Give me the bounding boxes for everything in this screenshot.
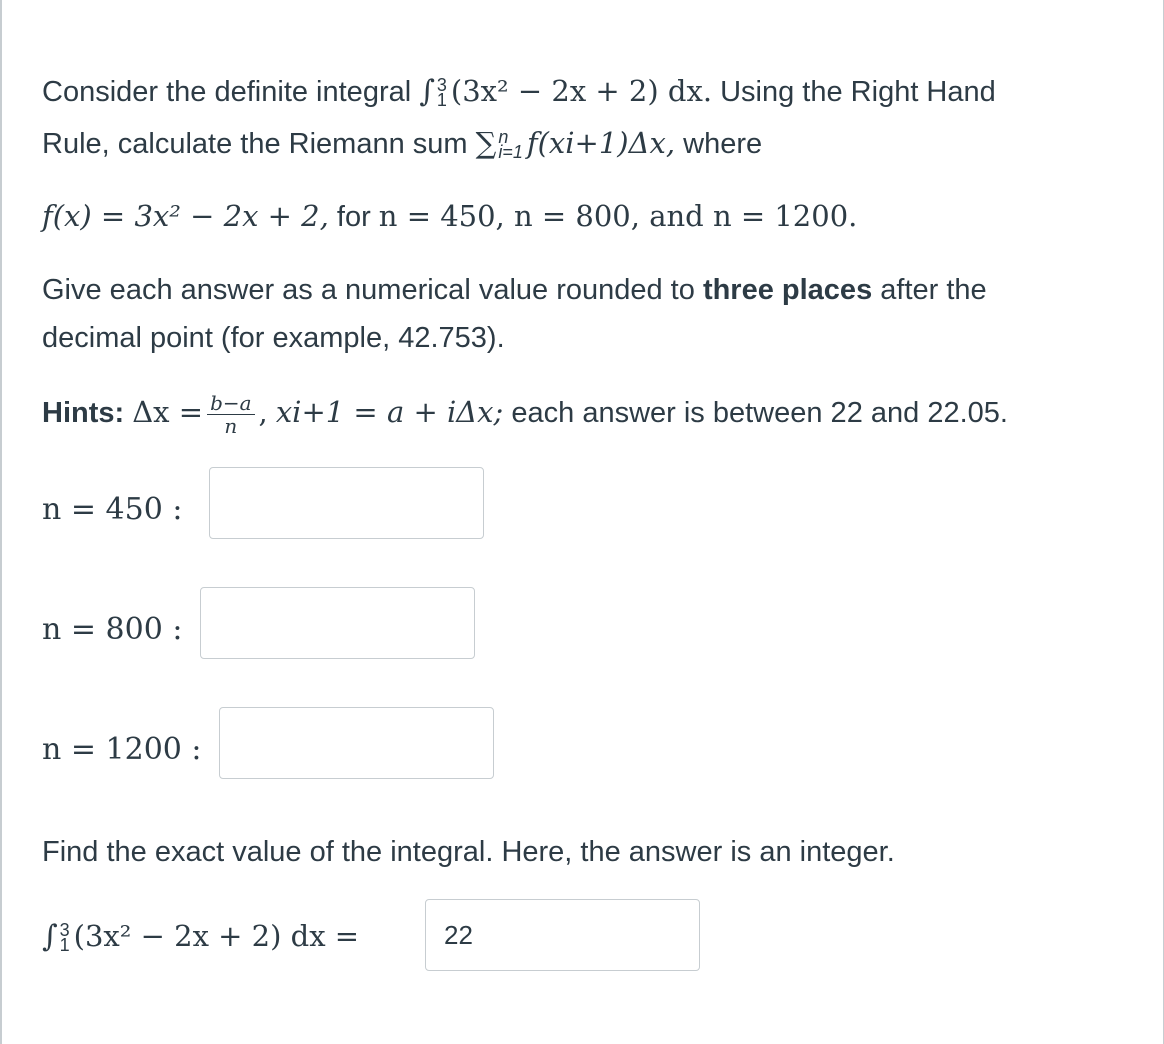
n-values: n = 450, n = 800, and n = 1200. (378, 199, 858, 233)
hint-formula: xi+1 = a + iΔx; (275, 395, 504, 430)
exact-value-input[interactable] (425, 899, 700, 971)
for-text: for (336, 201, 371, 233)
integral-symbol: ∫ (419, 74, 435, 109)
answer-label-800: n = 800 : (42, 612, 183, 647)
intro-line-2 (42, 124, 762, 163)
answer-input-450[interactable] (209, 467, 484, 539)
intro-text-4: where (683, 128, 763, 160)
integral-limits-exact: 3 1 (59, 920, 70, 956)
integral-symbol-exact: ∫ (42, 919, 58, 954)
emphasis-three-places: three places (702, 274, 873, 306)
instructions-line-1: Give each answer as a numerical value rounded to three places after the (42, 274, 987, 306)
exact-prompt: Find the exact value of the integral. Here, the answer is an integer. (42, 836, 895, 868)
answer-input-1200[interactable] (219, 707, 494, 779)
instructions-line-2: decimal point (for example, 42.753). (42, 322, 505, 354)
sum-symbol: ∑ (475, 126, 497, 160)
exact-integral-label (42, 917, 359, 956)
sum-expression: f(xi+1)Δx, (526, 126, 676, 160)
function-definition: f(x) = 3x² − 2x + 2, (42, 199, 329, 233)
hints-line: Hints: Δx = $\frac{b-a}{n}$ , xi+1 = a + iΔx; each answer is between 22 and 22.05. (42, 391, 1008, 438)
integral-limits: 3 1 (436, 75, 447, 111)
integrand: (3x² − 2x + 2) dx. (450, 74, 713, 108)
intro-text-2: Using the Right Hand (720, 76, 996, 108)
function-line (42, 197, 857, 236)
hints-label: Hints: (42, 397, 125, 430)
answer-input-800[interactable] (200, 587, 475, 659)
intro-text-3: Rule, calculate the Riemann sum (42, 128, 468, 160)
exact-expression: (3x² − 2x + 2) dx = (73, 919, 360, 953)
intro-line-1 (42, 72, 996, 111)
hint-fraction: $\frac{b-a}{n}$ (207, 392, 254, 437)
answer-label-1200: n = 1200 : (42, 732, 202, 767)
sum-limits: n i=1 (498, 127, 523, 163)
left-border (0, 0, 2, 1044)
hint-dx: Δx = (132, 395, 204, 430)
hint-range-text: each answer is between 22 and 22.05. (511, 397, 1008, 430)
intro-text: Consider the definite integral (42, 76, 412, 108)
answer-label-450: n = 450 : (42, 492, 183, 527)
